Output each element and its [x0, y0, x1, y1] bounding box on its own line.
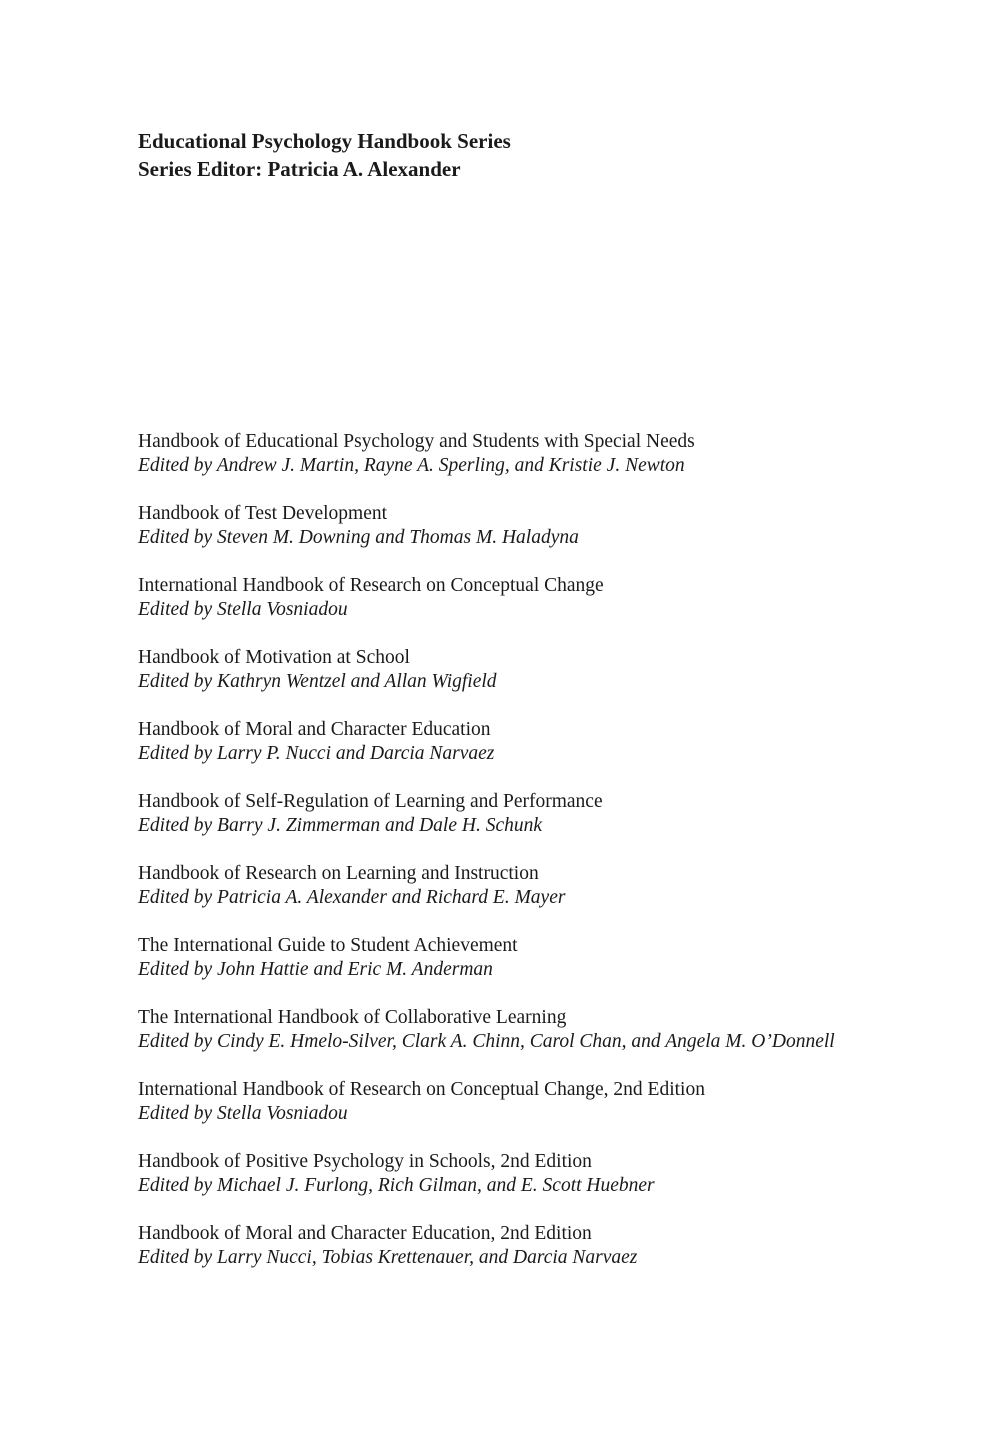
book-editors: Edited by Barry J. Zimmerman and Dale H. Schunk	[138, 815, 543, 836]
book-editors: Edited by John Hattie and Eric M. Anderman	[138, 959, 493, 980]
book-list	[138, 430, 838, 1294]
book-editors: Edited by Andrew J. Martin, Rayne A. Sperling, and Kristie J. Newton	[138, 455, 685, 476]
series-editor: Series Editor: Patricia A. Alexander	[138, 157, 461, 181]
book-entry	[138, 502, 838, 550]
book-editors: Edited by Larry Nucci, Tobias Krettenauer, and Darcia Narvaez	[138, 1247, 638, 1268]
book-entry	[138, 718, 838, 766]
book-title: Handbook of Moral and Character Education, 2nd Edition	[138, 1223, 592, 1244]
book-editors: Edited by Steven M. Downing and Thomas M. Haladyna	[138, 527, 579, 548]
book-title: Handbook of Motivation at School	[138, 647, 410, 668]
book-entry	[138, 862, 838, 910]
book-editors: Edited by Larry P. Nucci and Darcia Narvaez	[138, 743, 495, 764]
book-entry	[138, 934, 838, 982]
book-title: Handbook of Educational Psychology and Students with Special Needs	[138, 431, 695, 452]
book-editors: Edited by Stella Vosniadou	[138, 599, 348, 620]
book-entry	[138, 1150, 838, 1198]
book-title: Handbook of Research on Learning and Instruction	[138, 863, 539, 884]
book-title: Handbook of Moral and Character Education	[138, 719, 491, 740]
book-title: International Handbook of Research on Conceptual Change	[138, 575, 604, 596]
book-entry	[138, 1222, 838, 1270]
book-editors: Edited by Michael J. Furlong, Rich Gilman, and E. Scott Huebner	[138, 1175, 655, 1196]
book-editors: Edited by Patricia A. Alexander and Richard E. Mayer	[138, 887, 566, 908]
book-title: Handbook of Test Development	[138, 503, 388, 524]
book-editors: Edited by Cindy E. Hmelo-Silver, Clark A. Chinn, Carol Chan, and Angela M. O’Donnell	[138, 1031, 835, 1052]
book-entry	[138, 574, 838, 622]
book-entry	[138, 1006, 838, 1054]
series-title: Educational Psychology Handbook Series	[138, 129, 511, 153]
book-entry	[138, 430, 838, 478]
book-editors: Edited by Kathryn Wentzel and Allan Wigfield	[138, 671, 497, 692]
book-title: The International Guide to Student Achievement	[138, 935, 518, 956]
book-entry	[138, 790, 838, 838]
book-title: International Handbook of Research on Conceptual Change, 2nd Edition	[138, 1079, 705, 1100]
series-header	[138, 127, 838, 183]
book-title: Handbook of Self-Regulation of Learning and Performance	[138, 791, 603, 812]
book-entry	[138, 1078, 838, 1126]
book-editors: Edited by Stella Vosniadou	[138, 1103, 348, 1124]
book-title: Handbook of Positive Psychology in Schools, 2nd Edition	[138, 1151, 592, 1172]
book-title: The International Handbook of Collaborative Learning	[138, 1007, 567, 1028]
book-entry	[138, 646, 838, 694]
